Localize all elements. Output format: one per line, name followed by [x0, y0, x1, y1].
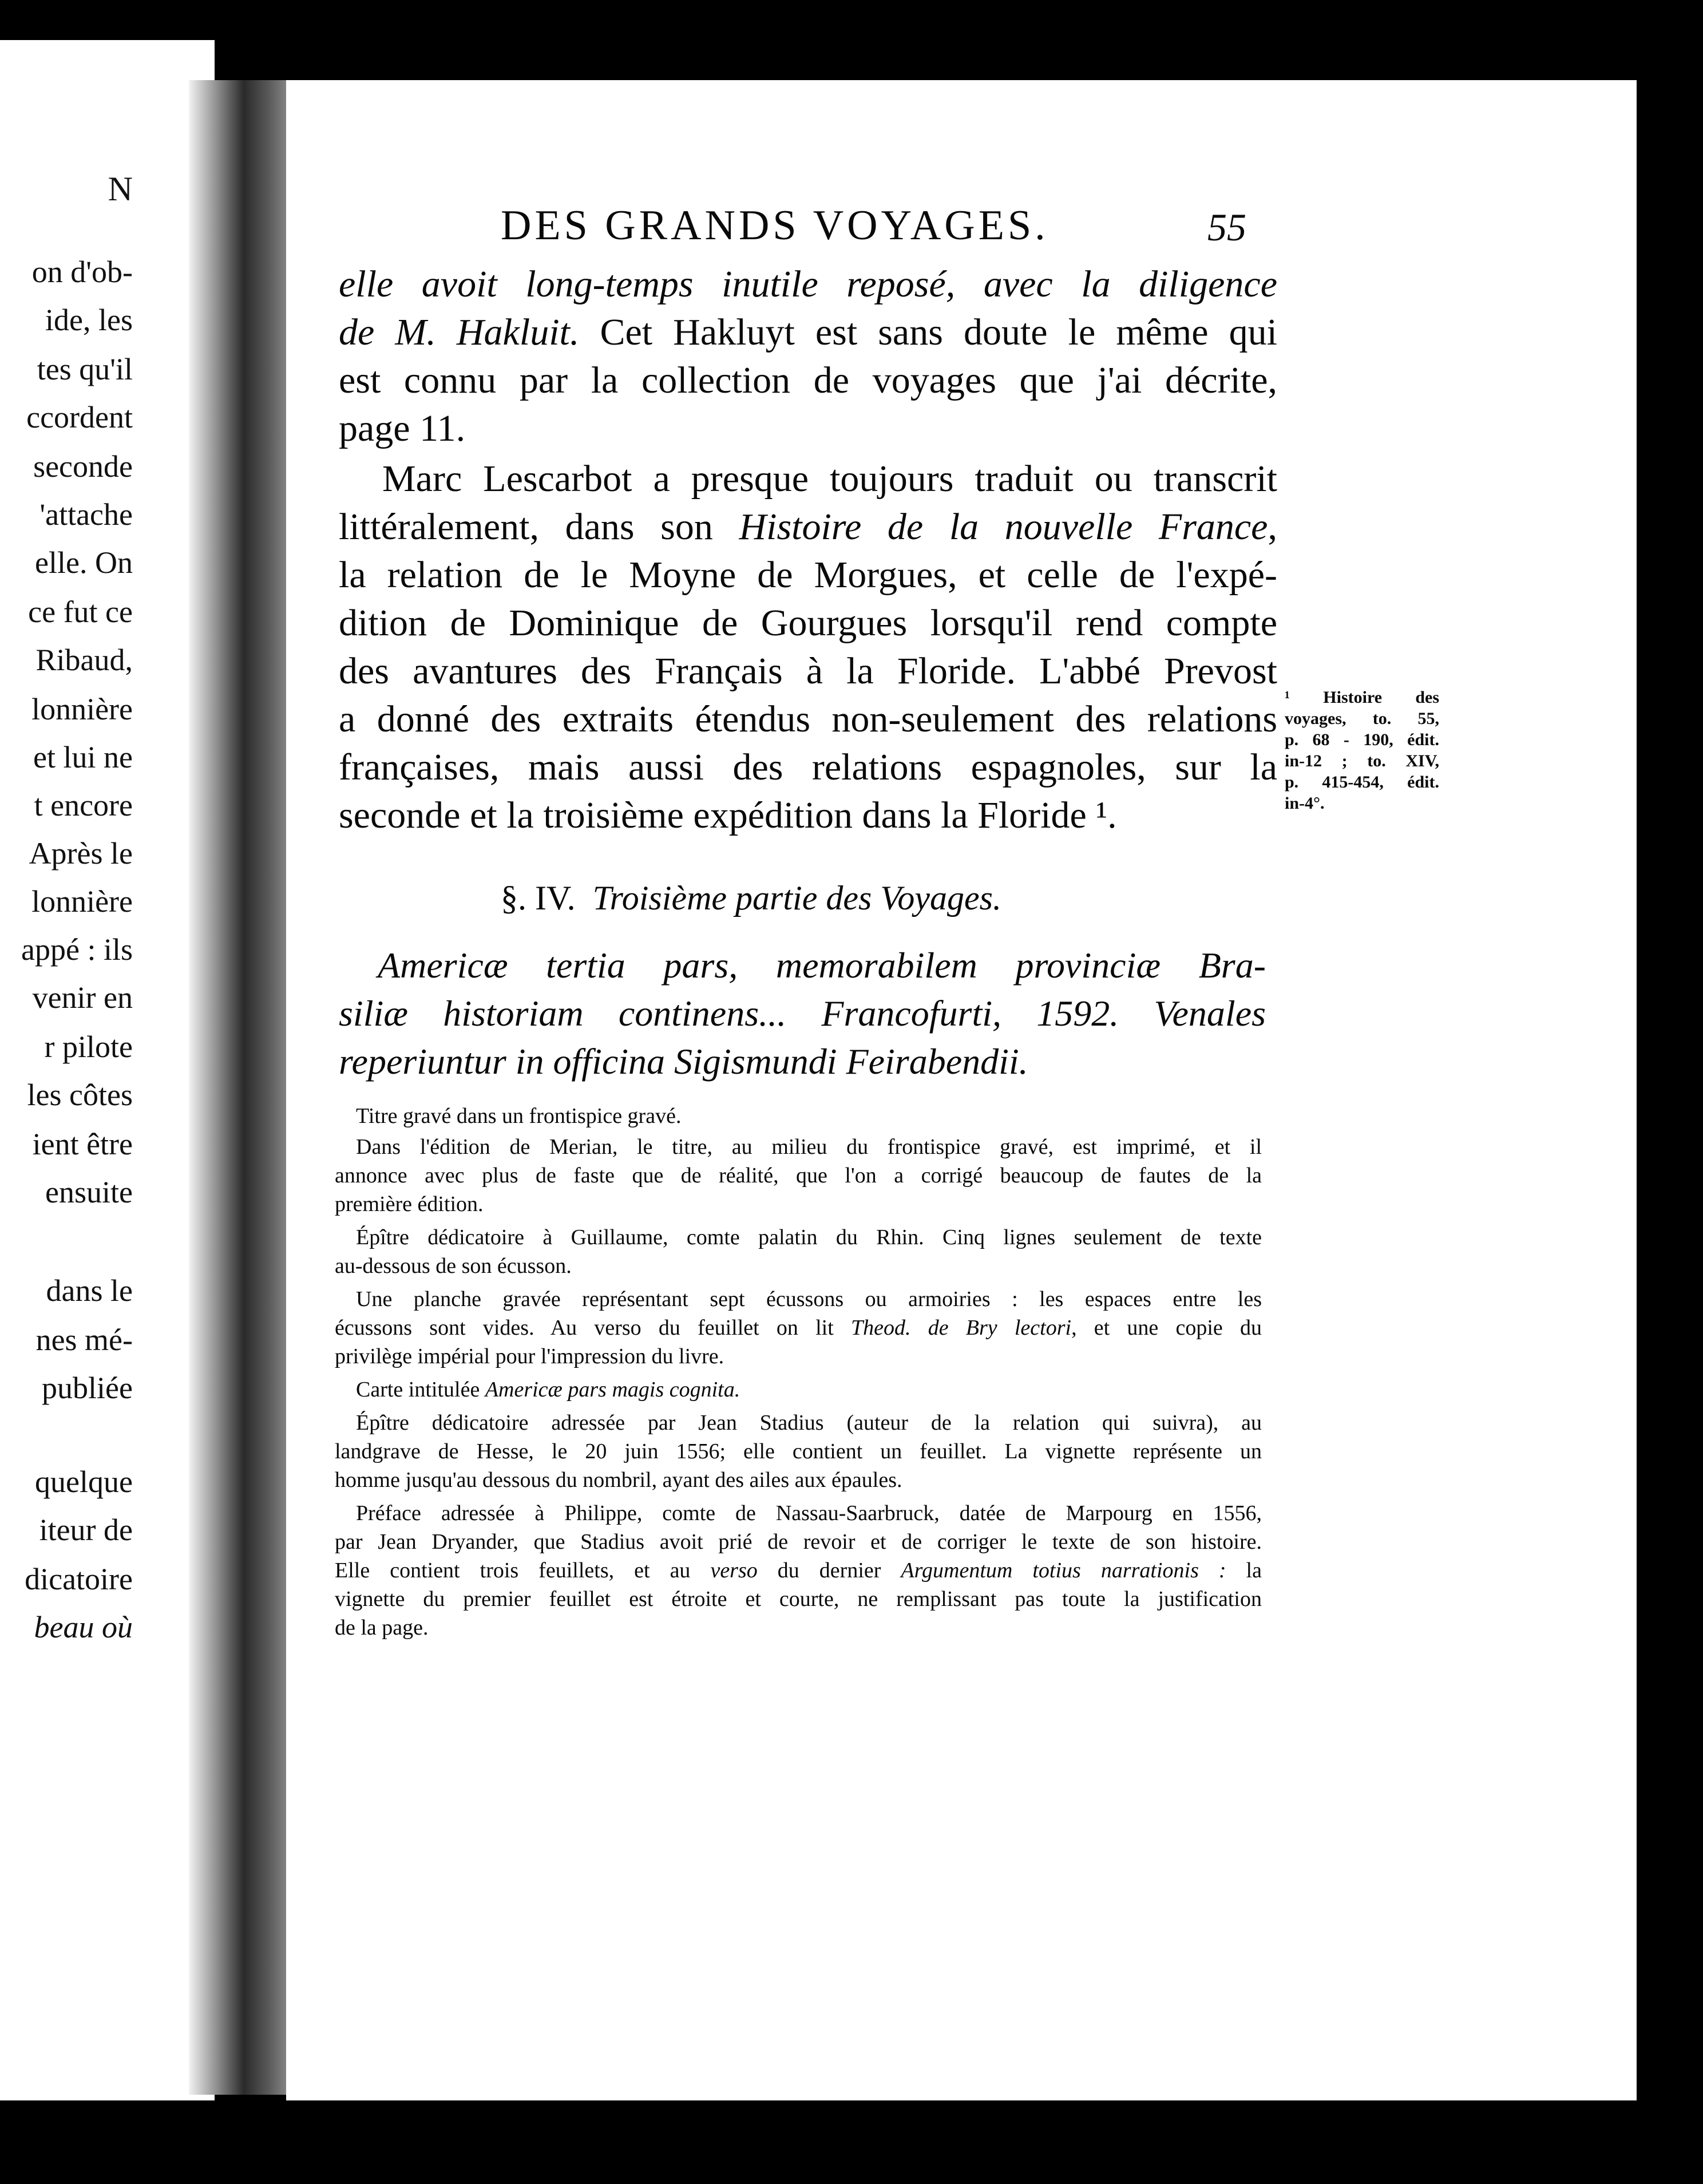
- book-gutter: [189, 80, 289, 2095]
- marginal-note-line: ¹ Histoire des: [1285, 688, 1439, 707]
- body-line: elle avoit long-temps inutile reposé, avec la diligence: [339, 263, 1277, 305]
- body-line: a donné des extraits étendus non-seulement des relations: [339, 698, 1277, 740]
- previous-page-line: lonnière: [31, 692, 133, 726]
- body-line: page 11.: [339, 407, 466, 449]
- description-italic: Theod. de Bry lectori: [851, 1316, 1072, 1340]
- description-line: annonce avec plus de faste que de réalité, que l'on a corrigé beaucoup de fautes de la: [335, 1164, 1262, 1188]
- description-text: Elle contient trois feuillets, et au: [335, 1558, 711, 1582]
- previous-page-line: dans le: [46, 1273, 133, 1308]
- body-line: [339, 503, 1277, 551]
- body-italic: de M. Hakluit.: [339, 311, 580, 353]
- marginal-note-line: p. 68 - 190, édit.: [1285, 730, 1439, 749]
- description-italic: verso: [710, 1558, 758, 1582]
- previous-page-line: ide, les: [45, 303, 133, 337]
- description-line: Dans l'édition de Merian, le titre, au milieu du frontispice gravé, est imprimé, et il: [356, 1135, 1262, 1159]
- previous-page-line: les côtes: [27, 1078, 133, 1112]
- description-italic: Americæ pars magis cognita.: [485, 1378, 740, 1402]
- body-line: françaises, mais aussi des relations espagnoles, sur la: [339, 746, 1277, 788]
- previous-page-line: t encore: [34, 788, 133, 822]
- description-line: au-dessous de son écusson.: [335, 1254, 572, 1278]
- previous-page-line: iteur de: [39, 1513, 133, 1547]
- previous-page-letter: N: [108, 170, 133, 208]
- previous-page-line: ccordent: [26, 400, 133, 434]
- description-line: homme jusqu'au dessous du nombril, ayant des ailes aux épaules.: [335, 1468, 902, 1492]
- description-line: Épître dédicatoire à Guillaume, comte palatin du Rhin. Cinq lignes seulement de texte: [356, 1225, 1262, 1249]
- description-line: vignette du premier feuillet est étroite et courte, ne remplissant pas toute la justification: [335, 1587, 1262, 1611]
- description-italic: Argumentum totius narrationis :: [901, 1558, 1226, 1582]
- body-italic: Histoire de la nouvelle France: [739, 506, 1268, 548]
- body-line: dition de Dominique de Gourgues lorsqu'il rend compte: [339, 602, 1277, 644]
- description-line: de la page.: [335, 1616, 429, 1640]
- description-text: , et une copie du: [1071, 1316, 1262, 1340]
- body-text: littéralement, dans son: [339, 506, 739, 548]
- body-line: la relation de le Moyne de Morgues, et celle de l'expé-: [339, 554, 1277, 596]
- previous-page-line: ient être: [32, 1127, 133, 1161]
- previous-page-line: r pilote: [44, 1030, 133, 1064]
- description-line: landgrave de Hesse, le 20 juin 1556; elle contient un feuillet. La vignette représente un: [335, 1439, 1262, 1463]
- previous-page-line: publiée: [42, 1371, 133, 1405]
- previous-page-line: Après le: [29, 836, 133, 871]
- body-text: Cet Hakluyt est sans doute le même qui: [579, 311, 1277, 353]
- previous-page-line: tes qu'il: [37, 352, 133, 386]
- description-line: Épître dédicatoire adressée par Jean Stadius (auteur de la relation qui suivra), au: [356, 1411, 1262, 1435]
- previous-page-line: Ribaud,: [35, 643, 133, 677]
- description-line: [335, 1557, 1262, 1584]
- description-line: [335, 1314, 1262, 1342]
- description-line: privilège impérial pour l'impression du livre.: [335, 1344, 724, 1368]
- previous-page-line: 'attache: [39, 497, 133, 532]
- description-line: Titre gravé dans un frontispice gravé.: [356, 1104, 682, 1128]
- description-text: Carte intitulée: [356, 1378, 485, 1402]
- previous-page-line: lonnière: [31, 884, 133, 919]
- body-line: Marc Lescarbot a presque toujours traduit ou transcrit: [382, 458, 1277, 500]
- previous-page-line: appé : ils: [21, 932, 133, 967]
- previous-page-line: on d'ob-: [31, 255, 133, 289]
- marginal-note-line: in-4°.: [1285, 794, 1325, 813]
- marginal-note-line: voyages, to. 55,: [1285, 709, 1439, 728]
- book-title-line: reperiuntur in officina Sigismundi Feirabendii.: [339, 1041, 1028, 1082]
- previous-page-line: beau où: [34, 1610, 133, 1644]
- body-line: seconde et la troisième expédition dans la Floride ¹.: [339, 794, 1117, 836]
- description-line: Préface adressée à Philippe, comte de Nassau-Saarbruck, datée de Marpourg en 1556,: [356, 1501, 1262, 1525]
- description-line: première édition.: [335, 1192, 484, 1216]
- previous-page-line: dicatoire: [25, 1562, 133, 1596]
- section-number: §. IV.: [501, 879, 576, 917]
- body-text: ,: [1268, 506, 1277, 548]
- marginal-note-line: p. 415-454, édit.: [1285, 773, 1439, 792]
- previous-page-line: ce fut ce: [28, 595, 133, 629]
- description-line: [356, 1376, 1262, 1403]
- previous-page-line: ensuite: [45, 1175, 133, 1209]
- running-title: DES GRANDS VOYAGES.: [501, 202, 1049, 249]
- previous-page-line: et lui ne: [33, 740, 133, 774]
- body-line: [339, 308, 1277, 357]
- previous-page-line: quelque: [35, 1465, 133, 1499]
- book-title-line: siliæ historiam continens... Francofurti, 1592. Venales: [339, 993, 1266, 1034]
- book-title-line: Americæ tertia pars, memorabilem provinciæ Bra-: [378, 945, 1266, 986]
- section-title: Troisième partie des Voyages.: [592, 879, 1001, 917]
- description-line: Une planche gravée représentant sept écussons ou armoiries : les espaces entre les: [356, 1287, 1262, 1311]
- previous-page-line: elle. On: [35, 545, 133, 580]
- section-heading: [501, 879, 1001, 918]
- description-text: du dernier: [757, 1558, 901, 1582]
- description-text: écussons sont vides. Au verso du feuillet on lit: [335, 1316, 851, 1340]
- description-line: par Jean Dryander, que Stadius avoit prié de revoir et de corriger le texte de son histoire.: [335, 1530, 1262, 1554]
- body-line: des avantures des Français à la Floride. L'abbé Prevost: [339, 650, 1277, 692]
- page-number: 55: [1207, 205, 1246, 249]
- previous-page-line: venir en: [32, 980, 133, 1015]
- previous-page-line: nes mé-: [35, 1323, 133, 1357]
- previous-page-line: seconde: [33, 449, 133, 484]
- marginal-note-line: in-12 ; to. XIV,: [1285, 751, 1439, 770]
- description-text: la: [1226, 1558, 1262, 1582]
- body-line: est connu par la collection de voyages que j'ai décrite,: [339, 359, 1277, 401]
